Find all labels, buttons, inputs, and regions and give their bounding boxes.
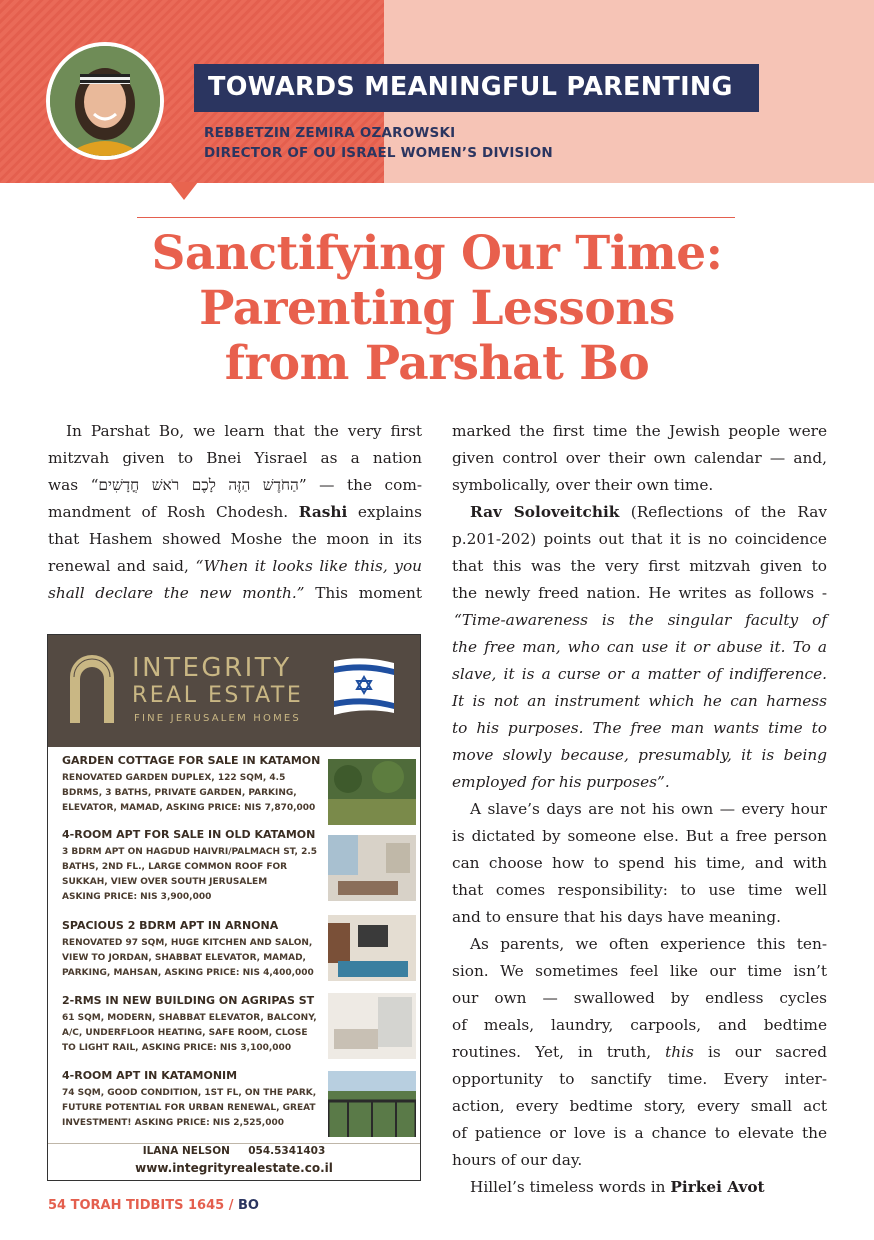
quote-line: “Time-awareness is the singular faculty of: [454, 611, 827, 629]
right-column-text: [452, 418, 827, 1201]
title-rule: [137, 217, 735, 218]
text-line: is dictated by someone else. But a free person: [452, 827, 827, 845]
ad-brand-line2: REAL ESTATE: [132, 683, 304, 708]
title-line-2: Parenting Lessons: [199, 281, 675, 336]
parsha-name: BO: [238, 1198, 259, 1213]
text-line: was “הַחֹדֶשׁ הַזֶּה לָכֶם רֹאשׁ חֳדָשִׁים” — the com-: [48, 476, 422, 494]
text-line: given control over their own calendar — and,: [452, 449, 827, 467]
text-line: the newly freed nation. He writes as follows -: [452, 584, 827, 602]
listing-detail: BATHS, 2ND FL., LARGE COMMON ROOF FOR: [62, 862, 288, 872]
left-column-text: [48, 418, 422, 607]
contact-name: ILANA NELSON: [142, 1145, 230, 1157]
author-byline: [204, 123, 553, 163]
listing-detail: RENOVATED 97 SQM, HUGE KITCHEN AND SALON,: [62, 938, 313, 948]
text-line: that comes responsibility: to use time well: [452, 881, 827, 899]
quote-line: employed for his purposes”.: [452, 773, 670, 791]
ad-contact: [48, 1145, 420, 1157]
arch-logo-icon: [66, 651, 118, 723]
listing: [62, 753, 324, 816]
ad-divider: [48, 1143, 420, 1144]
quote-line: move slowly because, presumably, it is being: [452, 746, 827, 764]
text-line: mandment of Rosh Chodesh. Rashi explains: [48, 503, 422, 521]
listing-detail: RENOVATED GARDEN DUPLEX, 122 SQM, 4.5: [62, 773, 286, 783]
author-role: DIRECTOR OF OU ISRAEL WOMEN’S DIVISION: [204, 145, 553, 161]
text-line: opportunity to sanctify time. Every inter-: [452, 1070, 827, 1088]
text-line: A slave’s days are not his own — every hour: [470, 800, 827, 818]
ad-brand-line1: INTEGRITY: [132, 653, 292, 683]
listing-title: GARDEN COTTAGE FOR SALE IN KATAMON: [62, 754, 321, 767]
listing: [62, 827, 324, 905]
listing-photo: [328, 759, 416, 825]
listing-photo: [328, 993, 416, 1059]
header-pointer: [170, 182, 198, 200]
quote-line: slave, it is a curse or a matter of indifference.: [452, 665, 827, 683]
text-line: can choose how to spend his time, and with: [452, 854, 827, 872]
column-title: TOWARDS MEANINGFUL PARENTING: [194, 64, 759, 112]
text-line: As parents, we often experience this ten-: [470, 935, 827, 953]
listing-detail: ASKING PRICE: NIS 3,900,000: [62, 892, 212, 902]
listing-title: SPACIOUS 2 BDRM APT IN ARNONA: [62, 919, 279, 932]
listing-title: 4-ROOM APT FOR SALE IN OLD KATAMON: [62, 828, 316, 841]
text-line: marked the first time the Jewish people were: [452, 422, 827, 440]
text-line: shall declare the new month.” This moment: [48, 584, 422, 602]
text-line: p.201-202) points out that it is no coincidence: [452, 530, 827, 548]
text-line: In Parshat Bo, we learn that the very first: [66, 422, 422, 440]
listing-detail: FUTURE POTENTIAL FOR URBAN RENEWAL, GREAT: [62, 1103, 316, 1113]
listing-detail: SUKKAH, VIEW OVER SOUTH JERUSALEM: [62, 877, 268, 887]
text-line: and to ensure that his days have meaning.: [452, 908, 781, 926]
quote-line: the free man, who can use it or abuse it. To a: [452, 638, 827, 656]
listing-detail: BDRMS, 3 BATHS, PRIVATE GARDEN, PARKING,: [62, 788, 297, 798]
pirkei-avot: Pirkei Avot: [670, 1178, 765, 1196]
contact-phone: 054.5341403: [248, 1145, 326, 1157]
listing-title: 2-RMS IN NEW BUILDING ON AGRIPAS ST: [62, 994, 315, 1007]
quote-line: It is not an instrument which he can harness: [452, 692, 827, 710]
listing-detail: 74 SQM, GOOD CONDITION, 1ST FL, ON THE PARK,: [62, 1088, 317, 1098]
listing: [62, 1068, 324, 1131]
listing-detail: VIEW TO JORDAN, SHABBAT ELEVATOR, MAMAD,: [62, 953, 306, 963]
ad-website[interactable]: www.integrityrealestate.co.il: [135, 1161, 333, 1175]
listing-photo: [328, 915, 416, 981]
listing-detail: INVESTMENT! ASKING PRICE: NIS 2,525,000: [62, 1118, 284, 1128]
text-line: Rav Soloveitchik (Reflections of the Rav: [470, 503, 827, 521]
listing-detail: 61 SQM, MODERN, SHABBAT ELEVATOR, BALCONY,: [62, 1013, 317, 1023]
text-line: renewal and said, “When it looks like this, you: [48, 557, 423, 575]
rav-soloveitchik: Rav Soloveitchik: [470, 503, 620, 521]
page-number: 54 TORAH TIDBITS 1645 /: [48, 1198, 234, 1213]
title-line-1: Sanctifying Our Time:: [151, 226, 723, 281]
text-line: that this was the very first mitzvah given to: [452, 557, 827, 575]
listing-detail: 3 BDRM APT ON HAGDUD HAIVRI/PALMACH ST, 2.5: [62, 847, 318, 857]
text-line: symbolically, over their own time.: [452, 476, 714, 494]
text-line: hours of our day.: [452, 1151, 583, 1169]
text-line: of meals, laundry, carpools, and bedtime: [452, 1016, 827, 1034]
listing-photo: [328, 1071, 416, 1137]
ad-brand-tagline: FINE JERUSALEM HOMES: [134, 713, 301, 724]
article-title: [0, 226, 874, 391]
israel-flag-icon: [332, 657, 396, 719]
listing: [62, 918, 324, 981]
listing: [62, 993, 324, 1056]
listing-title: 4-ROOM APT IN KATAMONIM: [62, 1069, 238, 1082]
real-estate-ad: [47, 634, 421, 1181]
listing-detail: ELEVATOR, MAMAD, ASKING PRICE: NIS 7,870,000: [62, 803, 316, 813]
text-line: our own — swallowed by endless cycles: [452, 989, 827, 1007]
text-line: sion. We sometimes feel like our time isn’t: [452, 962, 827, 980]
text-line: routines. Yet, in truth, this is our sacred: [452, 1043, 827, 1061]
text-line: Hillel’s timeless words in Pirkei Avot: [470, 1178, 765, 1196]
listing-detail: TO LIGHT RAIL, ASKING PRICE: NIS 3,100,000: [62, 1043, 292, 1053]
title-line-3: from Parshat Bo: [224, 336, 650, 391]
text-line: mitzvah given to Bnei Yisrael as a nation: [48, 449, 422, 467]
listing-photo: [328, 835, 416, 901]
page-footer: [48, 1198, 259, 1213]
author-name: REBBETZIN ZEMIRA OZAROWSKI: [204, 125, 456, 141]
text-line: action, every bedtime story, every small act: [452, 1097, 827, 1115]
rashi-name: Rashi: [298, 503, 348, 521]
quote-line: to his purposes. The free man wants time to: [452, 719, 827, 737]
ad-header: [48, 635, 420, 747]
listing-detail: PARKING, MAHSAN, ASKING PRICE: NIS 4,400,000: [62, 968, 314, 978]
text-line: that Hashem showed Moshe the moon in its: [48, 530, 422, 548]
author-photo: [46, 42, 164, 160]
text-line: of patience or love is a chance to elevate the: [452, 1124, 827, 1142]
listing-detail: A/C, UNDERFLOOR HEATING, SAFE ROOM, CLOSE: [62, 1028, 308, 1038]
